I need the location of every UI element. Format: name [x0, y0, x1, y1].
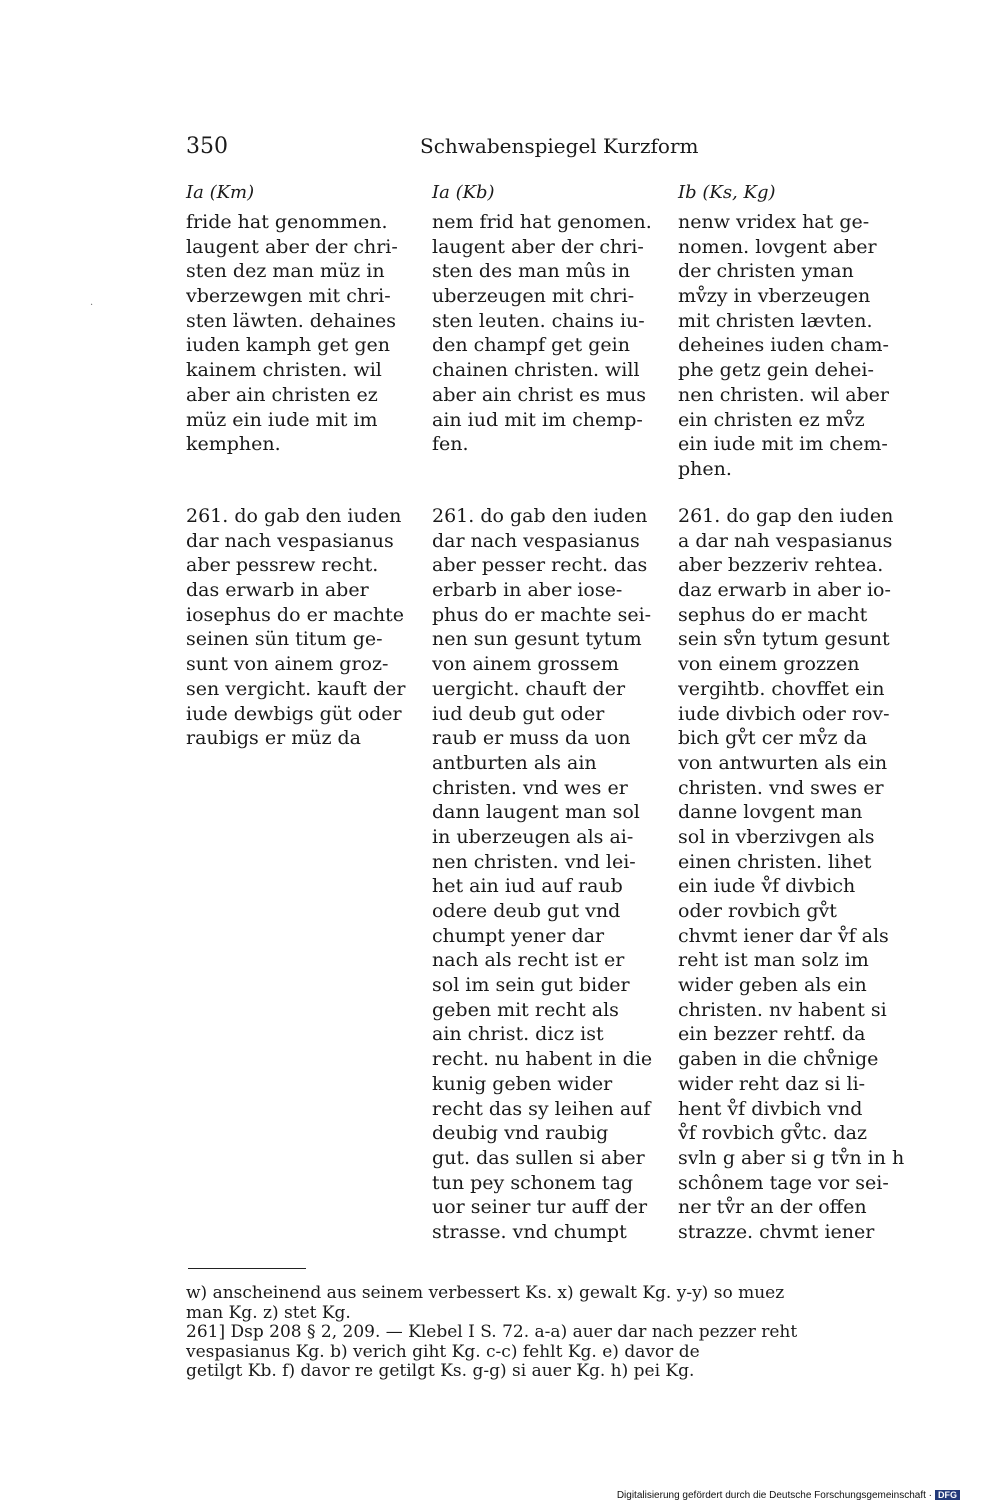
- text-line: sen vergicht. kauft der: [186, 677, 406, 700]
- text-line: raub er muss da uon: [432, 727, 631, 750]
- text-line: chainen christen. will: [432, 359, 640, 382]
- text-line: nomen. lovgent aber: [678, 235, 877, 258]
- column-1-block-2: [186, 504, 412, 751]
- text-line: ner tv̊r an der offen: [678, 1196, 867, 1219]
- text-line: phe getz gein dehei-: [678, 359, 874, 382]
- text-line: wider geben als ein: [678, 974, 867, 997]
- text-line: uberzeugen mit chri-: [432, 285, 635, 308]
- text-line: danne lovgent man: [678, 801, 863, 824]
- text-line: a dar nah vespasianus: [678, 529, 893, 552]
- text-line: phus do er machte sei-: [432, 603, 652, 626]
- text-line: strasse. vnd chumpt: [432, 1220, 627, 1243]
- text-line: reht ist man solz im: [678, 949, 869, 972]
- text-line: phen.: [678, 457, 732, 480]
- text-line: aber pesser recht. das: [432, 554, 648, 577]
- footnote-line: man Kg. z) stet Kg.: [186, 1302, 351, 1323]
- text-line: müz ein iude mit im: [186, 408, 378, 431]
- margin-mark: ·: [90, 300, 94, 311]
- text-line: iuden kamph get gen: [186, 334, 391, 357]
- text-line: den champf get gein: [432, 334, 630, 357]
- text-line: antburten als ain: [432, 751, 597, 774]
- text-line: 261. do gab den iuden: [432, 505, 648, 527]
- text-line: geben mit recht als: [432, 998, 619, 1021]
- text-line: sein sv̊n tytum gesunt: [678, 628, 890, 651]
- text-line: nem frid hat genomen.: [432, 211, 652, 233]
- footnotes: [186, 1284, 906, 1382]
- text-line: sten läwten. dehaines: [186, 309, 397, 332]
- column-2-block-1: [432, 210, 658, 457]
- text-line: chvmt iener dar v̊f als: [678, 924, 889, 947]
- column-heading-3: Ib (Ks, Kg): [678, 182, 776, 203]
- text-line: daz erwarb in aber io-: [678, 579, 891, 602]
- text-line: dann laugent man sol: [432, 801, 640, 824]
- text-line: sten leuten. chains iu-: [432, 309, 645, 332]
- text-line: sten des man mûs in: [432, 260, 631, 283]
- text-line: kunig geben wider: [432, 1072, 613, 1095]
- text-line: fride hat genommen.: [186, 211, 388, 233]
- text-line: strazze. chvmt iener: [678, 1220, 875, 1243]
- text-line: hent v̊f divbich vnd: [678, 1097, 863, 1120]
- column-2-block-2: [432, 504, 658, 1245]
- footnote-line: getilgt Kb. f) davor re getilgt Ks. g-g) si auer Kg. h) pei Kg.: [186, 1361, 695, 1381]
- text-line: kainem christen. wil: [186, 359, 382, 382]
- text-line: sephus do er macht: [678, 603, 868, 626]
- footer-credit-text: Digitalisierung gefördert durch die Deutsche Forschungsgemeinschaft ·: [616, 1490, 932, 1501]
- text-line: nen sun gesunt tytum: [432, 628, 642, 651]
- text-line: gaben in die chv̊nige: [678, 1048, 879, 1071]
- text-line: iude dewbigs güt oder: [186, 702, 402, 725]
- text-line: von antwurten als ein: [678, 751, 888, 774]
- text-line: erbarb in aber iose-: [432, 579, 623, 602]
- text-line: von ainem grossem: [432, 653, 619, 676]
- text-line: deheines iuden cham-: [678, 334, 889, 357]
- text-line: iude divbich oder rov-: [678, 702, 890, 725]
- column-3-block-1: [678, 210, 904, 482]
- text-line: 261. do gap den iuden: [678, 505, 894, 527]
- column-heading-2: Ia (Kb): [432, 182, 495, 203]
- text-line: ein bezzer rehtf. da: [678, 1023, 866, 1046]
- text-line: iud deub gut oder: [432, 702, 605, 725]
- text-line: tun pey schonem tag: [432, 1171, 634, 1194]
- text-line: uor seiner tur auff der: [432, 1196, 648, 1219]
- text-line: mv̊zy in vberzeugen: [678, 285, 871, 308]
- page-number: 350: [186, 134, 228, 159]
- text-line: aber bezzeriv rehtea.: [678, 554, 884, 577]
- text-line: dar nach vespasianus: [432, 529, 640, 552]
- text-line: nach als recht ist er: [432, 949, 625, 972]
- text-line: laugent aber der chri-: [186, 235, 398, 258]
- text-line: oder rovbich gv̊t: [678, 900, 837, 922]
- text-line: christen. vnd wes er: [432, 776, 628, 799]
- text-line: ein iude mit im chem-: [678, 433, 888, 456]
- text-line: aber ain christ es mus: [432, 383, 647, 406]
- text-line: sten dez man müz in: [186, 260, 385, 283]
- dfg-logo: DFG: [935, 1490, 960, 1500]
- text-line: aber pessrew recht.: [186, 554, 379, 577]
- footnote-rule: [188, 1268, 306, 1269]
- text-line: sol in vberzivgen als: [678, 825, 875, 848]
- text-line: ein iude v̊f divbich: [678, 875, 856, 898]
- text-line: svln g aber si g tv̊n in h: [678, 1146, 904, 1169]
- footer-credit: [617, 1490, 960, 1501]
- text-line: gut. das sullen si aber: [432, 1146, 645, 1169]
- text-line: einen christen. lihet: [678, 850, 872, 873]
- text-line: ein christen ez mv̊z: [678, 408, 865, 431]
- text-line: christen. nv habent si: [678, 998, 887, 1021]
- text-line: v̊f rovbich gv̊tc. daz: [678, 1122, 867, 1145]
- text-line: wider reht daz si li-: [678, 1072, 866, 1095]
- text-line: ain iud mit im chemp-: [432, 408, 643, 431]
- column-3-block-2: [678, 504, 904, 1245]
- text-line: mit christen lævten.: [678, 309, 873, 332]
- text-line: recht das sy leihen auf: [432, 1097, 651, 1120]
- text-line: seinen sün titum ge-: [186, 628, 383, 651]
- text-line: kemphen.: [186, 433, 281, 456]
- text-line: uergicht. chauft der: [432, 677, 626, 700]
- text-line: vberzewgen mit chri-: [186, 285, 391, 308]
- text-line: das erwarb in aber: [186, 579, 369, 602]
- text-line: in uberzeugen als ai-: [432, 825, 634, 848]
- text-line: vergihtb. chovffet ein: [678, 677, 885, 700]
- text-line: fen.: [432, 433, 469, 456]
- text-line: nenw vridex hat ge-: [678, 211, 870, 233]
- text-line: raubigs er müz da: [186, 727, 361, 750]
- text-line: von einem grozzen: [678, 653, 860, 676]
- text-line: deubig vnd raubig: [432, 1122, 609, 1145]
- text-line: chumpt yener dar: [432, 924, 605, 947]
- text-line: ain christ. dicz ist: [432, 1023, 604, 1046]
- text-line: nen christen. vnd lei-: [432, 850, 636, 873]
- text-line: dar nach vespasianus: [186, 529, 394, 552]
- text-line: christen. vnd swes er: [678, 776, 884, 799]
- text-line: bich gv̊t cer mv̊z da: [678, 727, 868, 750]
- text-line: aber ain christen ez: [186, 383, 378, 406]
- text-line: odere deub gut vnd: [432, 900, 621, 922]
- footnote-line: vespasianus Kg. b) verich giht Kg. c-c) fehlt Kg. e) davor de: [186, 1341, 700, 1362]
- footnote-line: 261] Dsp 208 § 2, 209. — Klebel I S. 72. a-a) auer dar nach pezzer reht: [186, 1322, 798, 1342]
- text-line: nen christen. wil aber: [678, 383, 890, 406]
- text-line: der christen yman: [678, 260, 854, 283]
- text-line: laugent aber der chri-: [432, 235, 644, 258]
- column-heading-1: Ia (Km): [186, 182, 255, 203]
- text-line: het ain iud auf raub: [432, 875, 623, 898]
- running-head: Schwabenspiegel Kurzform: [420, 134, 699, 158]
- text-line: schônem tage vor sei-: [678, 1171, 889, 1194]
- column-1-block-1: [186, 210, 412, 457]
- text-line: iosephus do er machte: [186, 603, 405, 626]
- footnote-line: w) anscheinend aus seinem verbessert Ks. x) gewalt Kg. y-y) so muez: [186, 1283, 785, 1303]
- text-line: 261. do gab den iuden: [186, 505, 402, 527]
- text-line: sunt von ainem groz-: [186, 653, 389, 676]
- text-line: sol im sein gut bider: [432, 974, 630, 997]
- text-line: recht. nu habent in die: [432, 1048, 653, 1071]
